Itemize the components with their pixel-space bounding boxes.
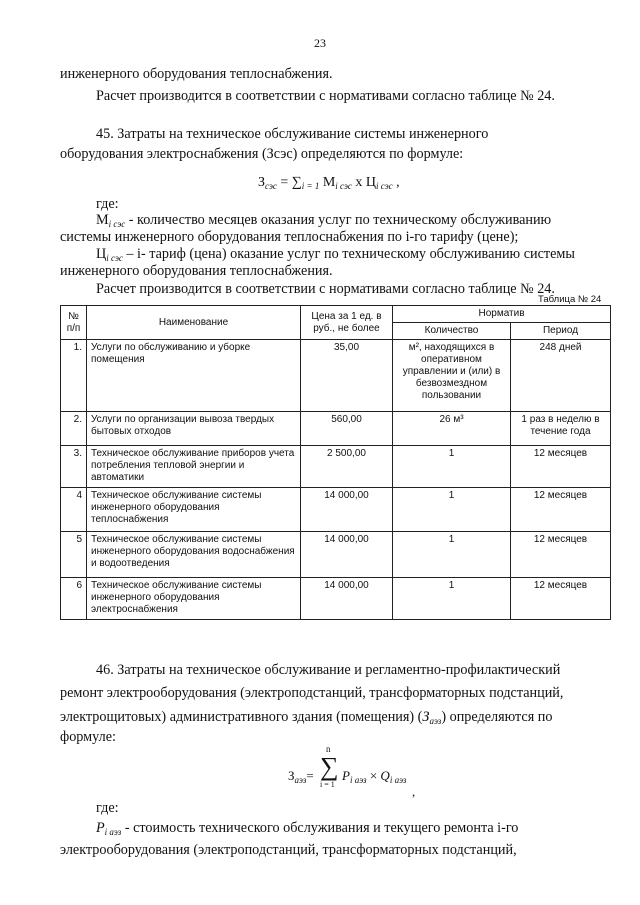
sec45-def1-line-2: системы инженерного оборудования теплоснабжения по i-го тарифу (цене);: [60, 229, 519, 245]
row-num: 2.: [61, 412, 87, 446]
row-qty: 1: [393, 578, 511, 620]
row-period: 12 месяцев: [511, 578, 611, 620]
sec45-calc: Расчет производится в соответствии с нормативами согласно таблице № 24.: [96, 281, 555, 297]
row-price: 2 500,00: [301, 446, 393, 488]
header-norm: Норматив: [393, 306, 611, 323]
table-row: [61, 532, 611, 578]
row-qty: м², находящихся в оперативном управлении и (или) в безвозмездном пользовании: [393, 340, 511, 412]
row-name: Техническое обслуживание приборов учета потребления тепловой энергии и автоматики: [87, 446, 301, 488]
row-qty: 1: [393, 488, 511, 532]
row-num: 4: [61, 488, 87, 532]
row-price: 560,00: [301, 412, 393, 446]
sec45-def1-line-1: $М_{i сэс}$ - количество месяцев оказания услуг по техническому обслуживанию: [96, 212, 552, 229]
sec46-line-1: 46. Затраты на техническое обслуживание и регламентно-профилактический: [96, 662, 561, 678]
norms-table: [60, 305, 611, 620]
formula-lhs: $З_{аэз}=$: [288, 768, 314, 785]
row-period: 248 дней: [511, 340, 611, 412]
row-name: Услуги по организации вывоза твердых бытовых отходов: [87, 412, 301, 446]
intro-line-1: инженерного оборудования теплоснабжения.: [60, 66, 333, 82]
formula-sigma: ∑: [320, 752, 339, 781]
table-row: [61, 412, 611, 446]
sec46-line-4: формуле:: [60, 729, 116, 745]
table-row: [61, 578, 611, 620]
table-row: [61, 446, 611, 488]
sec46-def-line: $P_{i аэз}$ - стоимость технического обслуживания и текущего ремонта i-го: [96, 820, 519, 837]
row-qty: 26 м³: [393, 412, 511, 446]
table-caption: Таблица № 24: [538, 294, 602, 305]
sec45-line-1: 45. Затраты на техническое обслуживание системы инженерного: [96, 126, 489, 142]
row-period: 12 месяцев: [511, 488, 611, 532]
page-number: 23: [314, 36, 326, 50]
row-period: 12 месяцев: [511, 446, 611, 488]
header-period: Период: [511, 323, 611, 340]
sec46-last-line: электрооборудования (электроподстанций, трансформаторных подстанций,: [60, 842, 517, 858]
row-period: 1 раз в неделю в течение года: [511, 412, 611, 446]
intro-line-2: Расчет производится в соответствии с нормативами согласно таблице № 24.: [96, 88, 555, 104]
table-header-row: [61, 306, 611, 323]
row-num: 5: [61, 532, 87, 578]
formula-rhs: $P_{i аэз} \times Q_{i аэз}$: [342, 768, 407, 785]
row-name: Услуги по обслуживанию и уборке помещения: [87, 340, 301, 412]
row-num: 6: [61, 578, 87, 620]
row-name: Техническое обслуживание системы инженерного оборудования электроснабжения: [87, 578, 301, 620]
sec46-line-2: ремонт электрооборудования (электроподстанций, трансформаторных подстанций,: [60, 685, 564, 701]
sec46-where: где:: [96, 800, 119, 816]
table-row: [61, 488, 611, 532]
sec45-where: где:: [96, 196, 119, 212]
row-period: 12 месяцев: [511, 532, 611, 578]
row-price: 35,00: [301, 340, 393, 412]
header-name: Наименование: [87, 306, 301, 340]
row-price: 14 000,00: [301, 578, 393, 620]
row-qty: 1: [393, 446, 511, 488]
sec45-def2-line-1: $Ц_{i сэс} - i-$ тариф (цена) оказание услуг по техническому обслуживанию системы: [96, 246, 575, 263]
sec45-def2-line-2: инженерного оборудования теплоснабжения.: [60, 263, 333, 279]
row-price: 14 000,00: [301, 488, 393, 532]
sec46-line-3: электрощитовых) административного здания (помещения) $(З_{аэз})$ определяются по: [60, 709, 553, 726]
row-name: Техническое обслуживание системы инженерного оборудования водоснабжения и водоотведения: [87, 532, 301, 578]
row-num: 3.: [61, 446, 87, 488]
formula-sigma-top: n: [326, 744, 331, 754]
row-qty: 1: [393, 532, 511, 578]
row-price: 14 000,00: [301, 532, 393, 578]
row-num: 1.: [61, 340, 87, 412]
header-qty: Количество: [393, 323, 511, 340]
table-row: [61, 340, 611, 412]
sec45-line-2: оборудования электроснабжения (Зсэс) определяются по формуле:: [60, 146, 464, 162]
formula-sigma-bottom: i = 1: [320, 780, 335, 789]
header-num: № п/п: [61, 306, 87, 340]
formula-comma: ,: [412, 784, 416, 799]
header-price: Цена за 1 ед. в руб., не более: [301, 306, 393, 340]
sec45-formula: $З_{сэс} = \sum_{i = 1}$ $М_{i сэс}$ х $Ц_{i сэс}$ ,: [258, 175, 400, 191]
row-name: Техническое обслуживание системы инженерного оборудования теплоснабжения: [87, 488, 301, 532]
